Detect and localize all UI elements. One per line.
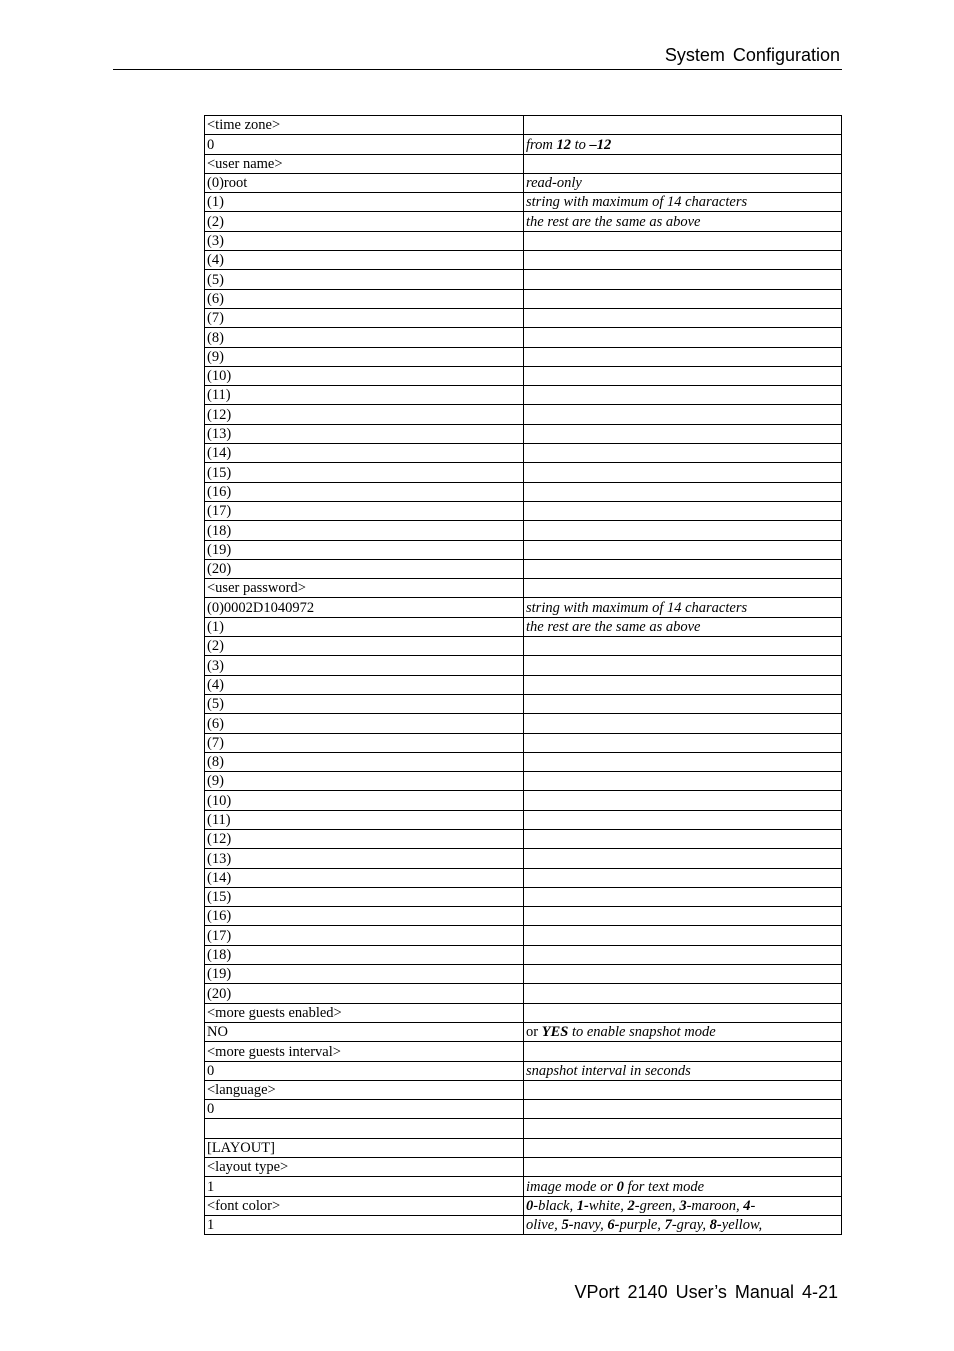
config-description-cell: [524, 405, 842, 424]
config-key-cell: (9): [205, 347, 524, 366]
config-description-cell: [524, 386, 842, 405]
config-description-cell: [524, 772, 842, 791]
table-row: [205, 945, 842, 964]
config-key-cell: <more guests enabled>: [205, 1003, 524, 1022]
config-table-body: [205, 116, 842, 1235]
description-bold-segment: 4: [743, 1197, 751, 1214]
config-key-cell: (18): [205, 945, 524, 964]
config-description-cell: [524, 1138, 842, 1157]
config-key-cell: (16): [205, 907, 524, 926]
description-segment: string with maximum of 14 characters: [526, 194, 748, 211]
table-row: [205, 1003, 842, 1022]
config-key-cell: (5): [205, 694, 524, 713]
description-bold-segment: 2: [627, 1197, 635, 1214]
config-key-cell: 0: [205, 1100, 524, 1119]
table-row: [205, 347, 842, 366]
table-row: [205, 366, 842, 385]
config-key-cell: (3): [205, 656, 524, 675]
table-row: [205, 1196, 842, 1215]
config-description-cell: [524, 1003, 842, 1022]
table-row: [205, 887, 842, 906]
description-bold-segment: 7: [664, 1217, 672, 1234]
description-segment: for text mode: [623, 1178, 705, 1195]
description-bold-segment: 1-: [576, 1197, 589, 1214]
table-row: [205, 424, 842, 443]
config-key-cell: (19): [205, 965, 524, 984]
config-description-cell: [524, 308, 842, 327]
table-row: [205, 733, 842, 752]
config-key-cell: 1: [205, 1215, 524, 1234]
table-row: [205, 231, 842, 250]
table-row: [205, 444, 842, 463]
config-description-cell: [524, 1080, 842, 1099]
table-row: [205, 521, 842, 540]
table-row: [205, 154, 842, 173]
config-key-cell: (3): [205, 231, 524, 250]
table-row: [205, 1042, 842, 1061]
table-row: [205, 617, 842, 636]
config-key-cell: (18): [205, 521, 524, 540]
config-key-cell: <more guests interval>: [205, 1042, 524, 1061]
table-row: [205, 598, 842, 617]
table-row: [205, 1061, 842, 1080]
config-description-cell: [524, 907, 842, 926]
config-key-cell: (15): [205, 463, 524, 482]
table-row: [205, 1100, 842, 1119]
description-bold-segment: YES: [541, 1024, 569, 1041]
config-description-cell: [524, 424, 842, 443]
config-description-cell: [524, 1061, 842, 1080]
description-bold-segment: 8-: [709, 1217, 722, 1234]
description-segment: -maroon,: [686, 1197, 744, 1214]
description-segment: purple,: [619, 1217, 665, 1234]
description-segment: -black,: [533, 1197, 577, 1214]
table-row: [205, 405, 842, 424]
table-row: [205, 791, 842, 810]
config-key-cell: (1): [205, 617, 524, 636]
config-description-cell: [524, 231, 842, 250]
config-description-cell: [524, 366, 842, 385]
config-description-cell: [524, 1022, 842, 1041]
config-key-cell: 0: [205, 135, 524, 154]
table-row: [205, 308, 842, 327]
config-key-cell: 0: [205, 1061, 524, 1080]
table-row: [205, 1022, 842, 1041]
config-description-cell: [524, 154, 842, 173]
description-segment: snapshot interval in seconds: [526, 1062, 691, 1079]
table-row: [205, 849, 842, 868]
config-key-cell: (11): [205, 810, 524, 829]
config-key-cell: (0)root: [205, 173, 524, 192]
config-description-cell: [524, 559, 842, 578]
config-description-cell: [524, 347, 842, 366]
table-row: [205, 868, 842, 887]
table-row: [205, 212, 842, 231]
table-row: [205, 965, 842, 984]
config-description-cell: [524, 1215, 842, 1234]
config-key-cell: (9): [205, 772, 524, 791]
config-key-cell: (2): [205, 212, 524, 231]
config-description-cell: [524, 501, 842, 520]
table-row: [205, 637, 842, 656]
table-row: [205, 251, 842, 270]
description-segment: image mode or: [526, 1178, 617, 1195]
config-description-cell: [524, 328, 842, 347]
config-description-cell: [524, 791, 842, 810]
config-table: [204, 115, 842, 1235]
config-key-cell: (7): [205, 308, 524, 327]
config-description-cell: [524, 984, 842, 1003]
config-key-cell: (15): [205, 887, 524, 906]
description-segment: -: [750, 1197, 756, 1214]
table-row: [205, 752, 842, 771]
description-segment: -gray,: [671, 1217, 710, 1234]
description-bold-segment: 0: [616, 1178, 624, 1195]
config-description-cell: [524, 482, 842, 501]
table-row: [205, 328, 842, 347]
table-row: [205, 714, 842, 733]
description-segment: to: [570, 136, 590, 153]
table-row: [205, 694, 842, 713]
config-key-cell: (10): [205, 791, 524, 810]
config-description-cell: [524, 270, 842, 289]
table-row: [205, 675, 842, 694]
description-segment: read-only: [526, 175, 582, 192]
config-key-cell: (13): [205, 424, 524, 443]
config-description-cell: [524, 965, 842, 984]
config-key-cell: (0)0002D1040972: [205, 598, 524, 617]
config-description-cell: [524, 752, 842, 771]
config-key-cell: (14): [205, 868, 524, 887]
config-key-cell: 1: [205, 1177, 524, 1196]
config-key-cell: (8): [205, 752, 524, 771]
description-segment: -green,: [634, 1197, 680, 1214]
table-row: [205, 559, 842, 578]
description-segment: olive,: [526, 1217, 562, 1234]
config-key-cell: (12): [205, 405, 524, 424]
config-description-cell: [524, 193, 842, 212]
config-description-cell: [524, 637, 842, 656]
config-key-cell: <font color>: [205, 1196, 524, 1215]
config-description-cell: [524, 849, 842, 868]
table-row: [205, 1138, 842, 1157]
config-key-cell: (11): [205, 386, 524, 405]
config-key-cell: (13): [205, 849, 524, 868]
config-key-cell: (6): [205, 289, 524, 308]
config-description-cell: [524, 926, 842, 945]
table-row: [205, 173, 842, 192]
config-description-cell: [524, 135, 842, 154]
config-description-cell: [524, 617, 842, 636]
config-description-cell: [524, 212, 842, 231]
config-description-cell: [524, 251, 842, 270]
table-row: [205, 907, 842, 926]
config-description-cell: [524, 444, 842, 463]
table-row: [205, 579, 842, 598]
description-bold-segment: 3: [679, 1197, 687, 1214]
config-key-cell: <layout type>: [205, 1158, 524, 1177]
config-description-cell: [524, 173, 842, 192]
table-row: [205, 1119, 842, 1138]
config-description-cell: [524, 463, 842, 482]
config-key-cell: NO: [205, 1022, 524, 1041]
table-row: [205, 829, 842, 848]
description-segment: the rest are the same as above: [526, 619, 701, 636]
table-row: [205, 116, 842, 135]
description-bold-segment: 0: [526, 1197, 534, 1214]
config-description-cell: [524, 829, 842, 848]
config-key-cell: (5): [205, 270, 524, 289]
config-key-cell: (12): [205, 829, 524, 848]
table-row: [205, 540, 842, 559]
table-row: [205, 289, 842, 308]
config-key-cell: <language>: [205, 1080, 524, 1099]
config-description-cell: [524, 694, 842, 713]
description-segment: from: [526, 136, 557, 153]
description-segment: string with maximum of 14 characters: [526, 599, 748, 616]
config-key-cell: <user name>: [205, 154, 524, 173]
config-key-cell: (19): [205, 540, 524, 559]
table-row: [205, 386, 842, 405]
config-description-cell: [524, 714, 842, 733]
description-bold-segment: 12: [556, 136, 571, 153]
config-key-cell: (4): [205, 251, 524, 270]
config-description-cell: [524, 116, 842, 135]
config-key-cell: (7): [205, 733, 524, 752]
description-segment: to enable snapshot mode: [568, 1024, 716, 1041]
config-key-cell: (4): [205, 675, 524, 694]
config-description-cell: [524, 1100, 842, 1119]
config-description-cell: [524, 540, 842, 559]
header-divider: [113, 69, 842, 70]
config-description-cell: [524, 1196, 842, 1215]
table-row: [205, 463, 842, 482]
description-segment: white,: [588, 1197, 628, 1214]
config-description-cell: [524, 656, 842, 675]
config-key-cell: (14): [205, 444, 524, 463]
table-row: [205, 810, 842, 829]
config-key-cell: (10): [205, 366, 524, 385]
table-row: [205, 984, 842, 1003]
config-key-cell: (17): [205, 501, 524, 520]
config-key-cell: (20): [205, 559, 524, 578]
config-description-cell: [524, 289, 842, 308]
config-description-cell: [524, 945, 842, 964]
description-segment: yellow,: [721, 1217, 763, 1234]
table-row: [205, 772, 842, 791]
page-footer: VPort 2140 User’s Manual 4-21: [574, 1282, 838, 1302]
config-key-cell: <time zone>: [205, 116, 524, 135]
config-key-cell: (17): [205, 926, 524, 945]
config-key-cell: (16): [205, 482, 524, 501]
config-description-cell: [524, 1177, 842, 1196]
config-description-cell: [524, 887, 842, 906]
table-row: [205, 135, 842, 154]
table-row: [205, 482, 842, 501]
config-key-cell: (1): [205, 193, 524, 212]
table-row: [205, 270, 842, 289]
description-segment: or: [526, 1024, 542, 1041]
config-key-cell: (6): [205, 714, 524, 733]
config-description-cell: [524, 1042, 842, 1061]
table-row: [205, 501, 842, 520]
table-row: [205, 1080, 842, 1099]
config-key-cell: [205, 1119, 524, 1138]
description-bold-segment: 5-: [561, 1217, 574, 1234]
table-row: [205, 1177, 842, 1196]
config-key-cell: [LAYOUT]: [205, 1138, 524, 1157]
description-bold-segment: –12: [589, 136, 612, 153]
config-key-cell: (8): [205, 328, 524, 347]
table-row: [205, 656, 842, 675]
config-key-cell: <user password>: [205, 579, 524, 598]
config-description-cell: [524, 868, 842, 887]
page-header-title: System Configuration: [664, 45, 840, 65]
config-key-cell: (20): [205, 984, 524, 1003]
table-row: [205, 926, 842, 945]
description-segment: navy,: [573, 1217, 608, 1234]
description-bold-segment: 6-: [607, 1217, 620, 1234]
table-row: [205, 1215, 842, 1234]
config-description-cell: [524, 675, 842, 694]
config-description-cell: [524, 598, 842, 617]
config-description-cell: [524, 1158, 842, 1177]
table-row: [205, 1158, 842, 1177]
config-description-cell: [524, 579, 842, 598]
config-description-cell: [524, 810, 842, 829]
description-segment: the rest are the same as above: [526, 213, 701, 230]
table-row: [205, 193, 842, 212]
config-description-cell: [524, 733, 842, 752]
config-description-cell: [524, 1119, 842, 1138]
config-key-cell: (2): [205, 637, 524, 656]
config-description-cell: [524, 521, 842, 540]
